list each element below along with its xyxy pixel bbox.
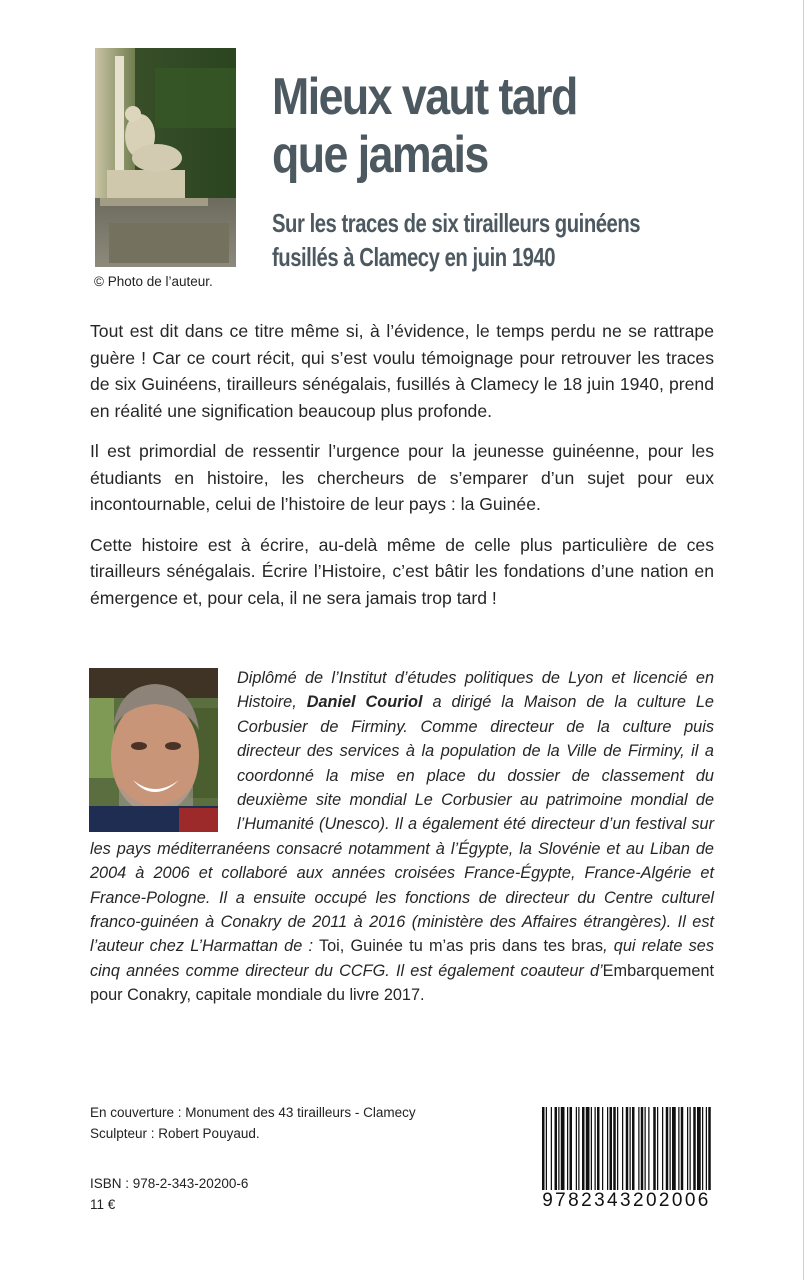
- photo-credit: © Photo de l’auteur.: [94, 274, 213, 289]
- subtitle-line-2: fusillés à Clamecy en juin 1940: [272, 242, 556, 272]
- bio-part-1: Diplômé de l’Institut d’études politiques de Lyon et licencié en Histoire,: [237, 669, 714, 712]
- barcode-bar: [607, 1107, 608, 1203]
- barcode-bar: [662, 1107, 663, 1203]
- barcode-bar: [666, 1107, 669, 1203]
- barcode-bar: [582, 1107, 585, 1203]
- subtitle-line-1: Sur les traces de six tirailleurs guinéens: [272, 208, 641, 238]
- barcode-bar: [670, 1107, 671, 1203]
- bio-part-3: , qui relate ses cinq années comme directeur du CCFG. Il est également coauteur d’: [90, 937, 714, 980]
- barcode-bar: [597, 1107, 600, 1203]
- barcode-bar: [653, 1107, 656, 1203]
- synopsis-paragraph-2: Il est primordial de ressentir l’urgence pour la jeunesse guinéenne, pour les étudiants en histoire, les chercheurs de s’emparer d’un sujet pour eux incontournable, celui de l’histoire de leur pays : la Guinée.: [90, 441, 714, 514]
- barcode-bar: [586, 1107, 590, 1203]
- barcode-bar: [693, 1107, 696, 1203]
- barcode-bar: [687, 1107, 688, 1203]
- barcode-bar: [626, 1107, 629, 1203]
- isbn: ISBN : 978-2-343-20200-6: [90, 1176, 249, 1191]
- barcode-bar: [708, 1107, 711, 1203]
- barcode-bar: [617, 1107, 618, 1203]
- bio-part-2: a dirigé la Maison de la culture Le Corbusier de Firminy. Comme directeur de la culture puis directeur des services à la population de la Ville de Firminy, il a coordonné la mise en place du dossier de classement du deuxième site mondial Le Corbusier au patrimoine mondial de l’Humanité (Unesco). Il a également été directeur d’un festival sur les pays méditerranéens consacré notamment à l’Égypte, la Slovénie et au Liban de 2004 à 2006 et collaboré aux années croisées France-Égypte, France-Algérie et France-Pologne. Il a ensuite occupé les fonctions de directeur du Centre culturel franco-guinéen à Conakry de 2011 à 2016 (ministère des Affaires étrangères). Il est l’auteur chez L’Harmattan de :: [90, 693, 714, 956]
- barcode-bar: [546, 1107, 547, 1203]
- barcode-bar: [591, 1107, 592, 1203]
- monument-photo: [95, 48, 236, 267]
- synopsis: [90, 318, 714, 625]
- barcode-bar: [613, 1107, 616, 1203]
- barcode-bar: [567, 1107, 568, 1203]
- price: 11 €: [90, 1197, 116, 1212]
- barcode-bar: [681, 1107, 684, 1203]
- synopsis-paragraph-1: Tout est dit dans ce titre même si, à l’évidence, le temps perdu ne se rattrape guère ! Car ce court récit, qui s’est voulu témoignage pour retrouver les traces de six Guinéens, tirailleurs sénégalais, fusillés à Clamecy le 18 juin 1940, prend en réalité une signification beaucoup plus profonde.: [90, 321, 714, 421]
- barcode-bar: [610, 1107, 613, 1203]
- barcode-bar: [641, 1107, 644, 1203]
- barcode-bar: [638, 1107, 639, 1203]
- barcode-bar: [672, 1107, 676, 1203]
- barcode-bar: [632, 1107, 635, 1203]
- barcode-bar: [702, 1107, 703, 1203]
- barcode-bar: [657, 1107, 658, 1203]
- barcode-bar: [555, 1107, 558, 1203]
- barcode-bar: [602, 1107, 603, 1203]
- book-title: [272, 68, 702, 184]
- barcode-bar: [576, 1107, 577, 1203]
- barcode-bar: [542, 1107, 545, 1203]
- sculptor-credit: Sculpteur : Robert Pouyaud.: [90, 1126, 260, 1141]
- cover-edge-line: [803, 0, 804, 1280]
- barcode-bar: [622, 1107, 623, 1203]
- barcode-bar: [630, 1107, 631, 1203]
- barcode-bar: [561, 1107, 565, 1203]
- barcode-digits: 9782343202006: [538, 1190, 715, 1212]
- book-title-2: Embarquement pour Conakry, capitale mondiale du livre 2017.: [90, 961, 714, 1005]
- barcode-bar: [558, 1107, 559, 1203]
- barcode-bar: [690, 1107, 691, 1203]
- cover-credits: [90, 1102, 416, 1215]
- barcode-bar: [706, 1107, 707, 1203]
- photo-spacer: [90, 666, 237, 836]
- barcode-bar: [645, 1107, 646, 1203]
- barcode-bar: [570, 1107, 573, 1203]
- barcode-bar: [678, 1107, 679, 1203]
- barcode-bar: [595, 1107, 596, 1203]
- author-name: Daniel Couriol: [306, 693, 423, 712]
- barcode-bar: [578, 1107, 579, 1203]
- barcode-bar: [551, 1107, 552, 1203]
- title-line-2: que jamais: [272, 126, 488, 184]
- barcode-bar: [697, 1107, 701, 1203]
- cover-credit: En couverture : Monument des 43 tirailleurs - Clamecy: [90, 1105, 416, 1120]
- book-subtitle: [272, 206, 709, 274]
- synopsis-paragraph-3: Cette histoire est à écrire, au-delà même de celle plus particulière de ces tirailleurs sénégalais. Écrire l’Histoire, c’est bâtir les fondations d’une nation en émergence et, pour cela, il ne sera jamais trop tard !: [90, 534, 714, 608]
- barcode-bar: [648, 1107, 649, 1203]
- title-line-1: Mieux vaut tard: [272, 68, 577, 126]
- book-title-1: Toi, Guinée tu m’as pris dans tes bras: [318, 937, 604, 956]
- author-bio: [90, 666, 714, 1008]
